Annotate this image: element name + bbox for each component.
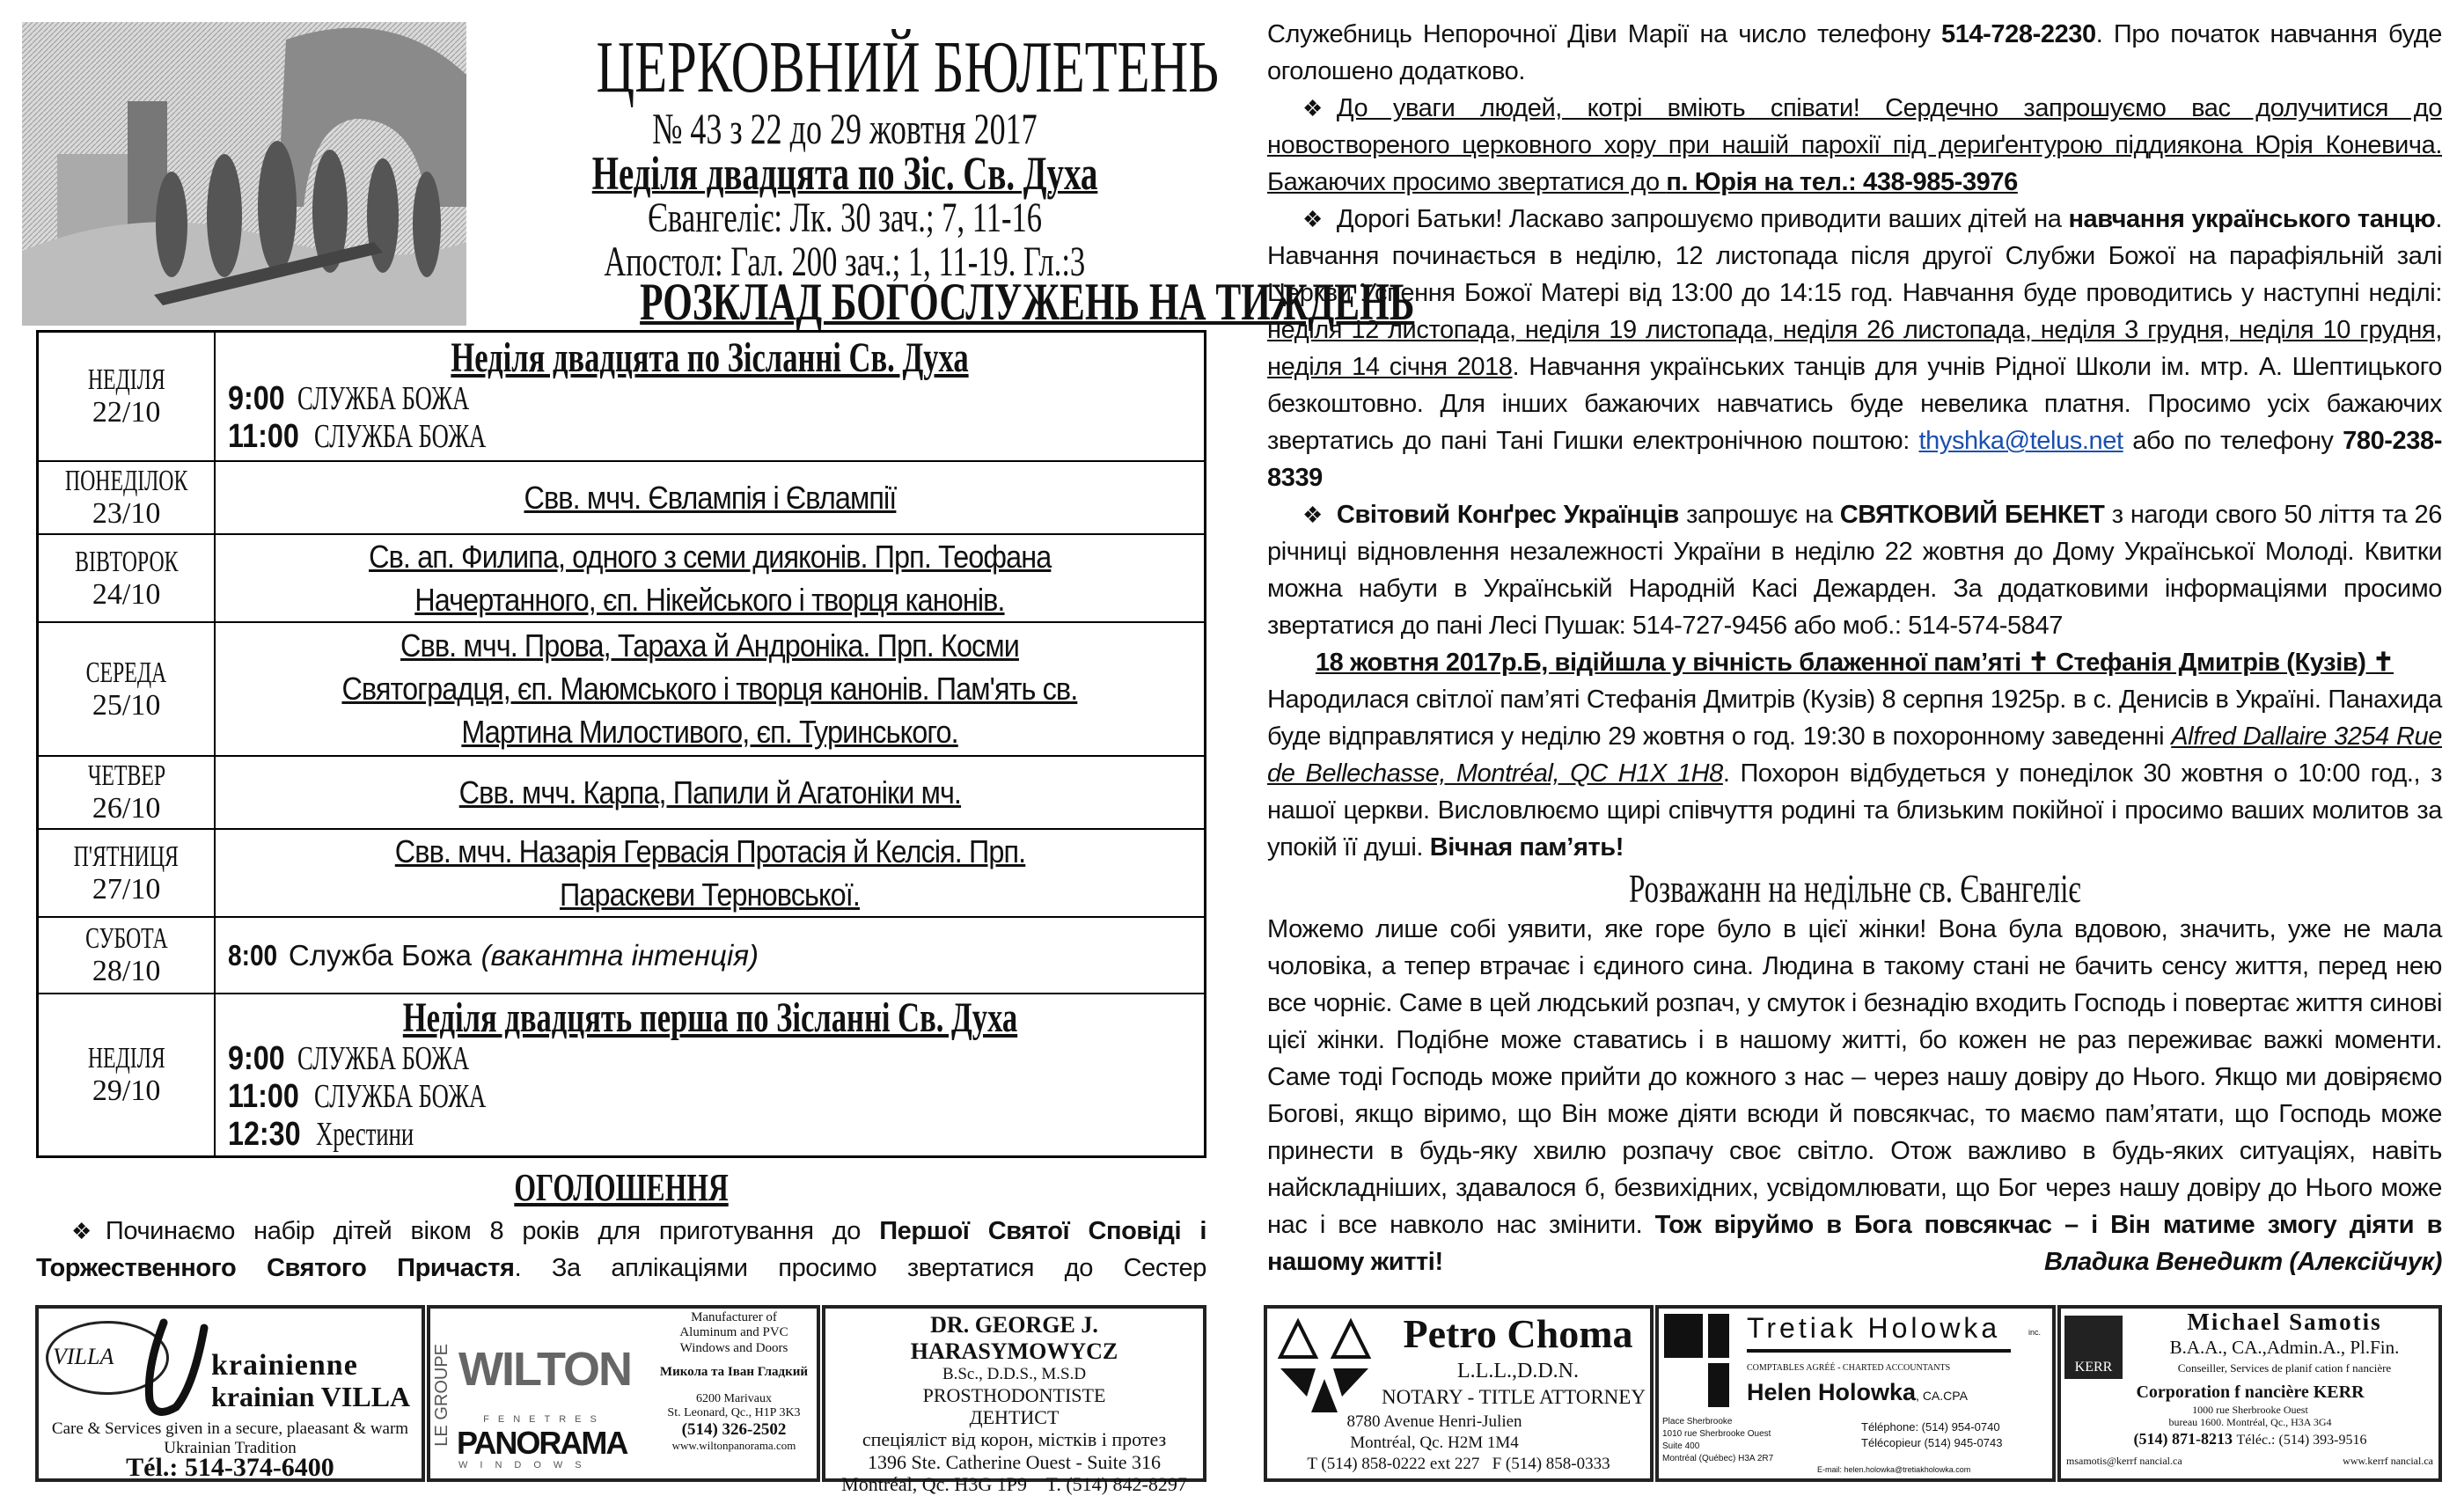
schedule-heading-text: РОЗКЛАД БОГОСЛУЖЕНЬ НА ТИЖДЕНЬ <box>640 273 1415 331</box>
text-segment: 780-238-8339 <box>1267 427 2442 492</box>
schedule-row <box>38 622 1206 756</box>
schedule-content-cell <box>215 917 1205 994</box>
notary-name: Petro Choma <box>1403 1311 1633 1356</box>
feast-line <box>228 771 1192 814</box>
accountant-address-3: Suite 400 <box>1662 1441 1700 1451</box>
day-name-text: НЕДІЛЯ <box>87 363 165 397</box>
kerr-email: msamotis@kerrf nancial.ca <box>2066 1455 2182 1467</box>
day-name <box>39 546 214 578</box>
announcement-paragraph <box>1267 16 2442 90</box>
service-line <box>228 936 1192 974</box>
schedule-heading <box>489 273 1415 331</box>
service-time: 9:00 <box>228 1039 285 1077</box>
kerr-address-2: bureau 1600. Montréal, Qc., H3A 3G4 <box>2168 1416 2332 1428</box>
day-date: 25/10 <box>92 688 161 722</box>
accountant-phone: Téléphone: (514) 954-0740 <box>1861 1420 2000 1434</box>
scales-of-justice-icon <box>1276 1317 1373 1414</box>
day-name-text: СЕРЕДА <box>85 656 167 689</box>
meditation-heading <box>1267 866 2442 911</box>
kerr-corporation: Corporation f nancière KERR <box>2136 1382 2365 1402</box>
kerr-logo: KERR <box>2064 1316 2123 1379</box>
accountant-subtitle: COMPTABLES AGRÉÉ - CHARTED ACCOUNTANTS <box>1747 1363 1951 1373</box>
sunday-title <box>228 336 1192 380</box>
right-column <box>1267 16 2442 1280</box>
service-name: СЛУЖБА БОЖА <box>297 1039 470 1077</box>
day-date: 23/10 <box>92 497 161 530</box>
text-segment: Тож віруймо в Бога повсякчас – і Він матиме змогу діяти в нашому житті! <box>1267 1211 2442 1276</box>
villa-line2: krainian VILLA <box>211 1381 411 1412</box>
accountant-inc: inc. <box>2028 1328 2042 1337</box>
feast-text: Свв. мчч. Євлампія і Євлампії <box>524 479 897 516</box>
tretiak-logo-block <box>1664 1314 1703 1358</box>
day-date: 24/10 <box>92 577 161 611</box>
day-name-text: ЧЕТВЕР <box>87 759 165 792</box>
service-name: СЛУЖБА БОЖА <box>313 418 487 456</box>
feast-line <box>228 624 1192 667</box>
text-segment: запрошує на <box>1678 501 1840 529</box>
announcements-heading <box>36 1165 1206 1211</box>
wilton-windows: WINDOWS <box>458 1460 594 1470</box>
wilton-line2: Aluminum and PVC <box>679 1325 788 1340</box>
sunday-title-text: Неділя двадцять перша по Зісланні Св. Духа <box>402 994 1017 1041</box>
issue-text: № 43 з 22 до 29 жовтня 2017 <box>652 104 1038 153</box>
dentist-city-phone: Montréal, Qc. H3G 1P9 T. (514) 842-8297 <box>841 1472 1187 1495</box>
day-date: 27/10 <box>92 872 161 906</box>
service-line <box>228 418 1192 456</box>
announcement-paragraph <box>1267 201 2442 496</box>
day-name <box>39 656 214 689</box>
schedule-row <box>38 917 1206 994</box>
wilton-owners: Микола та Іван Гладкий <box>659 1364 809 1379</box>
service-line <box>228 380 1192 418</box>
kerr-role: Conseiller, Services de planif cation f nancière <box>2177 1361 2392 1375</box>
day-name <box>39 922 214 955</box>
panorama-logo: PANORAMA <box>457 1425 627 1461</box>
dentist-address: 1396 Ste. Catherine Ouest - Suite 316 <box>867 1450 1161 1473</box>
accountant-fax: Télécopieur (514) 945-0743 <box>1861 1436 2003 1449</box>
announcement-paragraph <box>1267 90 2442 201</box>
villa-tagline2: Ukrainian Tradition <box>164 1439 297 1457</box>
dentist-degrees: B.Sc., D.D.S., M.S.D <box>942 1364 1087 1383</box>
accountant-address-4: Montréal (Québec) H3A 2R7 <box>1662 1454 1774 1463</box>
sunday-name <box>475 148 1214 199</box>
schedule-row <box>38 994 1206 1157</box>
issue-number <box>475 104 1214 153</box>
wilton-address: 6200 Marivaux <box>696 1392 772 1405</box>
ad-accountant <box>1655 1305 2056 1482</box>
text-segment: 514-728-2230 <box>1940 20 2096 48</box>
meditation-heading-text: Розважанн на недільне св. Євангеліє <box>1628 866 2081 911</box>
wilton-city: St. Leonard, Qc., H1P 3K3 <box>667 1406 801 1420</box>
day-name-text: ПОНЕДІЛОК <box>64 465 188 497</box>
text-segment: Першої Святої Сповіді і Торжественного Святого Причастя <box>36 1217 1207 1282</box>
text-segment: п. Юрія на тел.: 438-985-3976 <box>1666 168 2018 196</box>
schedule-day-cell <box>38 994 216 1157</box>
villa-line1: krainienne <box>211 1349 358 1382</box>
service-line <box>228 1078 1192 1116</box>
text-segment: . Навчання українських танців для учнів Рідної Школи ім. мтр. А. Шептицького безкоштовно. Для інших бажаючих навчатись буде невелика платня. Просимо усіх бажаючих звертатись до пані Тані Гишки електронічною поштою: <box>1267 353 2442 455</box>
schedule-content-cell <box>215 332 1205 461</box>
notary-degrees: L.L.L.,D.D.N. <box>1457 1360 1579 1382</box>
feast-text: Св. ап. Филипа, одного з семи дияконів. Прп. Теофана <box>368 538 1052 575</box>
feast-line <box>228 830 1192 873</box>
announcement-paragraph <box>1267 496 2442 644</box>
text-segment: Дорогі Батьки! Ласкаво запрошуємо приводити ваших дітей на <box>1336 205 2069 233</box>
sunday-text: Неділя двадцята по Зіс. Св. Духа <box>591 147 1098 200</box>
dentist-title: PROSTHODONTISTE <box>922 1383 1106 1406</box>
schedule-day-cell <box>38 756 216 829</box>
gospel-text: Євангеліє: Лк. 30 зач.; 7, 11-16 <box>647 194 1042 241</box>
day-date: 26/10 <box>92 792 161 825</box>
service-time: 8:00 <box>228 938 278 972</box>
ad-wilton-panorama <box>427 1305 820 1482</box>
feast-line <box>228 710 1192 753</box>
wilton-website: www.wiltonpanorama.com <box>671 1439 796 1453</box>
feast-text: Святоградця, єп. Маюмського і творця канонів. Пам'ять св. <box>341 671 1078 707</box>
bulletin-title <box>475 26 1219 108</box>
service-name: Хрестини <box>316 1115 414 1153</box>
schedule-row <box>38 332 1206 461</box>
service-line <box>228 1040 1192 1078</box>
service-name: СЛУЖБА БОЖА <box>297 380 470 418</box>
wilton-line1: Manufacturer of <box>691 1310 777 1324</box>
kerr-degrees: B.A.A., CA.,Admin.A., Pl.Fin. <box>2169 1337 2400 1358</box>
service-line <box>228 1116 1192 1154</box>
text-segment: або по телефону <box>2123 427 2343 455</box>
text-segment: Можемо лише собі уявити, яке горе було в цієї жінки! Вона була вдовою, значить, уже не мала чоловіка, а тепер втрачає і єдиного сина. Людина в такому стані не бачить сенсу життя, перед нею все чорніє. Саме в цей людський розпач, у смуток і безнадію входить Господь і повертає життя синові цієї жінки. Подібне може ставатись і в нашому житті, бо кожен не раз переживає важкі моменти. Саме тоді Господь може прийти до кожного з нас – через нашу довіру до Нього. Якщо ми довіряємо Богові, якщо віримо, що Він може діяти всюди й повсякчас, то маємо пам’ятати, що Господь може принести в будь-яку хвилю розпачу своє світло. Отож важливо в будь-яких ситуаціях, навіть найскладніших, здавалося б, безвихідних, усвідомлювати, що Бог через нашу довіру до Нього може нас і все навколо нас змінити. <box>1267 915 2442 1239</box>
villa-logo-u-icon <box>137 1316 208 1421</box>
schedule-day-cell <box>38 332 216 461</box>
wilton-logo: WILTON <box>458 1343 631 1396</box>
service-name: Служба Божа <box>288 938 473 972</box>
day-name <box>39 1042 214 1074</box>
accountant-name: Helen Holowka <box>1747 1379 1917 1405</box>
service-time: 9:00 <box>228 380 285 418</box>
wilton-side-text: LE GROUPE <box>432 1344 451 1447</box>
notary-phone: T (514) 858-0222 ext 227 F (514) 858-0333 <box>1307 1455 1610 1473</box>
obituary-heading: 18 жовтня 2017р.Б, відійшла у вічність блаженної пам’яті ✝ Стефанія Дмитрів (Кузів) ✝ <box>1315 649 2394 677</box>
villa-phone: Tél.: 514-374-6400 <box>126 1453 334 1482</box>
tretiak-logo-block <box>1708 1314 1729 1358</box>
feast-line <box>228 667 1192 710</box>
schedule-content-cell <box>215 461 1205 534</box>
feast-line <box>228 535 1192 578</box>
ad-kerr-financial <box>2057 1305 2442 1482</box>
schedule-day-cell <box>38 534 216 622</box>
feast-text: Свв. мчч. Назарія Гервасія Протасія й Келсія. Прп. <box>394 832 1025 869</box>
accountant-firm: Tretiak Holowka <box>1747 1312 2001 1344</box>
schedule-row <box>38 534 1206 622</box>
text-segment: з нагоди свого 50 ліття та 26 річниці відновлення незалежності України в неділю 22 жовтня до Дому Української Молоді. Квитки можна набути в Українській Народній Касі Дежарден. За додатковими інформаціями просимо звертатися до пані Лесі Пушак: 514-727-9456 або моб.: 514-574-5847 <box>1267 501 2442 640</box>
service-time: 12:30 <box>228 1115 301 1153</box>
notary-title: NOTARY - TITLE ATTORNEY <box>1382 1386 1646 1408</box>
feast-text: Мартина Милостивого, єп. Туринського. <box>461 714 958 750</box>
text-segment: . За аплікаціями просимо звертатися до Сестер <box>514 1254 1207 1282</box>
obituary-text <box>1267 681 2442 866</box>
schedule-row <box>38 829 1206 917</box>
service-time: 11:00 <box>228 1077 300 1115</box>
sunday-title <box>228 996 1192 1040</box>
service-time: 11:00 <box>228 418 300 456</box>
text-segment: Служебниць Непорочної Діви Марії на число телефону <box>1267 20 1941 48</box>
bullet-icon: ❖ <box>71 1218 92 1244</box>
ad-dentist <box>822 1305 1206 1495</box>
wilton-fenetres: FENETRES <box>483 1414 605 1425</box>
service-name: СЛУЖБА БОЖА <box>313 1077 487 1115</box>
feast-text: Свв. мчч. Карпа, Папили й Агатоніки мч. <box>458 774 961 810</box>
ad-ukrainian-villa <box>35 1305 425 1482</box>
bullet-icon: ❖ <box>1302 95 1323 121</box>
text-segment: Вічная пам’ять! <box>1429 833 1624 862</box>
service-note: (вакантна інтенція) <box>480 938 759 972</box>
notary-city: Montréal, Qc. H2M 1M4 <box>1350 1434 1519 1452</box>
schedule-content-cell <box>215 534 1205 622</box>
day-name <box>39 759 214 792</box>
kerr-address-1: 1000 rue Sherbrooke Ouest <box>2192 1404 2308 1416</box>
day-name-text: ВІВТОРОК <box>74 545 179 578</box>
villa-tagline: Care & Services given in a secure, plaeasant & warm <box>51 1419 409 1438</box>
schedule-row <box>38 461 1206 534</box>
text-segment: неділя 12 листопада, неділя 19 листопада, неділя 26 листопада, неділя 3 грудня, неділя 10 грудня, неділя 14 січня 2018 <box>1267 316 2442 381</box>
kerr-website: www.kerrf nancial.ca <box>2343 1455 2433 1467</box>
text-segment: Починаємо набір дітей віком 8 років для приготування до <box>105 1217 880 1245</box>
feast-line <box>228 873 1192 916</box>
text-segment: . Навчання починається в неділю, 12 листопада після другої Слубжи Божої на парафіяльній залі Церкви Успення Божої Матері від 13:00 до 14:15 год. Навчання буде проводитись у наступні неділі: <box>1267 205 2442 307</box>
text-segment: . Похорон відбудеться у понеділок 30 жовтня о 10:00 год., з нашої церкви. Висловлюємо щирі співчуття родині та близьким покійної і просимо ваших молитов за упокій її душі. <box>1267 759 2443 862</box>
day-name-text: НЕДІЛЯ <box>87 1042 165 1075</box>
notary-address: 8780 Avenue Henri-Julien <box>1346 1412 1522 1431</box>
ad-notary <box>1264 1305 1654 1482</box>
text-segment: СВЯТКОВИЙ БЕНКЕТ <box>1839 501 2105 529</box>
feast-line <box>228 578 1192 621</box>
email-link[interactable]: thyshka@telus.net <box>1918 427 2123 455</box>
text-segment: . Про початок навчання буде оголошено додатково. <box>1267 20 2443 85</box>
text-segment: навчання українського танцю <box>2068 205 2436 233</box>
text-segment: Alfred Dallaire 3254 Rue de Bellechasse, Montréal, QC H1X 1H8 <box>1267 722 2442 788</box>
apostle-text: Апостол: Гал. 200 зач.; 1, 11-19. Гл.:3 <box>604 238 1086 285</box>
feast-text: Начертанного, єп. Нікейського і творця канонів. <box>414 581 1005 618</box>
schedule-content-cell <box>215 756 1205 829</box>
day-date: 29/10 <box>92 1074 161 1108</box>
day-date: 22/10 <box>92 396 161 429</box>
text-segment: Світовий Конґрес Українців <box>1336 501 1679 529</box>
accountant-credentials: , CA.CPA <box>1916 1389 1968 1403</box>
schedule-day-cell <box>38 461 216 534</box>
announcements-heading-text: ОГОЛОШЕННЯ <box>514 1166 729 1209</box>
schedule-content-cell <box>215 829 1205 917</box>
wilton-phone: (514) 326-2502 <box>681 1420 787 1440</box>
bulletin-title-text: ЦЕРКОВНИЙ БЮЛЕТЕНЬ <box>596 26 1219 108</box>
day-date: 28/10 <box>92 955 161 987</box>
gospel-engraving-image <box>22 22 466 326</box>
dentist-title-uk: ДЕНТИСТ <box>969 1405 1060 1428</box>
announcement-first-communion <box>36 1213 1206 1287</box>
schedule-content-cell <box>215 994 1205 1157</box>
day-name <box>39 840 214 873</box>
schedule-content-cell <box>215 622 1205 756</box>
day-name <box>39 363 214 396</box>
schedule-day-cell <box>38 917 216 994</box>
signature: Владика Венедикт (Алексійчук) <box>2043 1248 2442 1276</box>
schedule-day-cell <box>38 622 216 756</box>
accountant-address-2: 1010 rue Sherbrooke Ouest <box>1662 1429 1771 1439</box>
meditation-text <box>1267 911 2442 1280</box>
text-segment: Народилася світлої пам’яті Стефанія Дмитрів (Кузів) 8 серпня 1925р. в с. Денисів в Україні. Панахида буде відправлятися у неділю 29 жовтня о год. 19:30 в похоронному заведенні <box>1267 686 2442 751</box>
accountant-address-1: Place Sherbrooke <box>1662 1417 1733 1426</box>
text-segment: До уваги людей, котрі вміють співати! Сердечно запрошуємо вас долучитися до новоствореного церковного хору при нашій парохії під дериґентурою піддиякона Юрія Коневича. Бажаючих просимо звертатися до <box>1267 94 2442 196</box>
schedule-row <box>38 756 1206 829</box>
villa-logo-text: VILLA <box>53 1344 114 1369</box>
divider <box>1747 1349 2011 1353</box>
weekly-schedule-table <box>36 330 1206 1158</box>
feast-text: Параскеви Терновської. <box>560 876 861 913</box>
schedule-day-cell <box>38 829 216 917</box>
kerr-fax: Téléc.: (514) 393-9516 <box>2236 1433 2367 1448</box>
day-name <box>39 465 214 497</box>
kerr-name: Michael Samotis <box>2187 1309 2382 1335</box>
tretiak-logo-block <box>1708 1363 1729 1407</box>
kerr-phone: (514) 871-8213 <box>2133 1430 2233 1448</box>
accountant-email: E-mail: helen.holowka@tretiakholowka.com <box>1817 1465 1971 1474</box>
dentist-name: DR. GEORGE J. HARASYMOWYCZ <box>910 1312 1118 1364</box>
feast-text: Свв. мчч. Прова, Тараха й Андроніка. Прп. Косми <box>400 627 1020 664</box>
bullet-icon: ❖ <box>1302 502 1323 528</box>
bullet-icon: ❖ <box>1302 206 1323 232</box>
sunday-title-text: Неділя двадцята по Зісланні Св. Духа <box>451 334 969 382</box>
day-name-text: П'ЯТНИЦЯ <box>73 840 180 873</box>
gospel-reading <box>475 195 1214 241</box>
wilton-line3: Windows and Doors <box>679 1340 788 1355</box>
dentist-specialty: спеціяліст від корон, містків і протез <box>862 1428 1167 1451</box>
feast-line <box>228 476 1192 519</box>
day-name-text: СУБОТА <box>84 922 168 955</box>
